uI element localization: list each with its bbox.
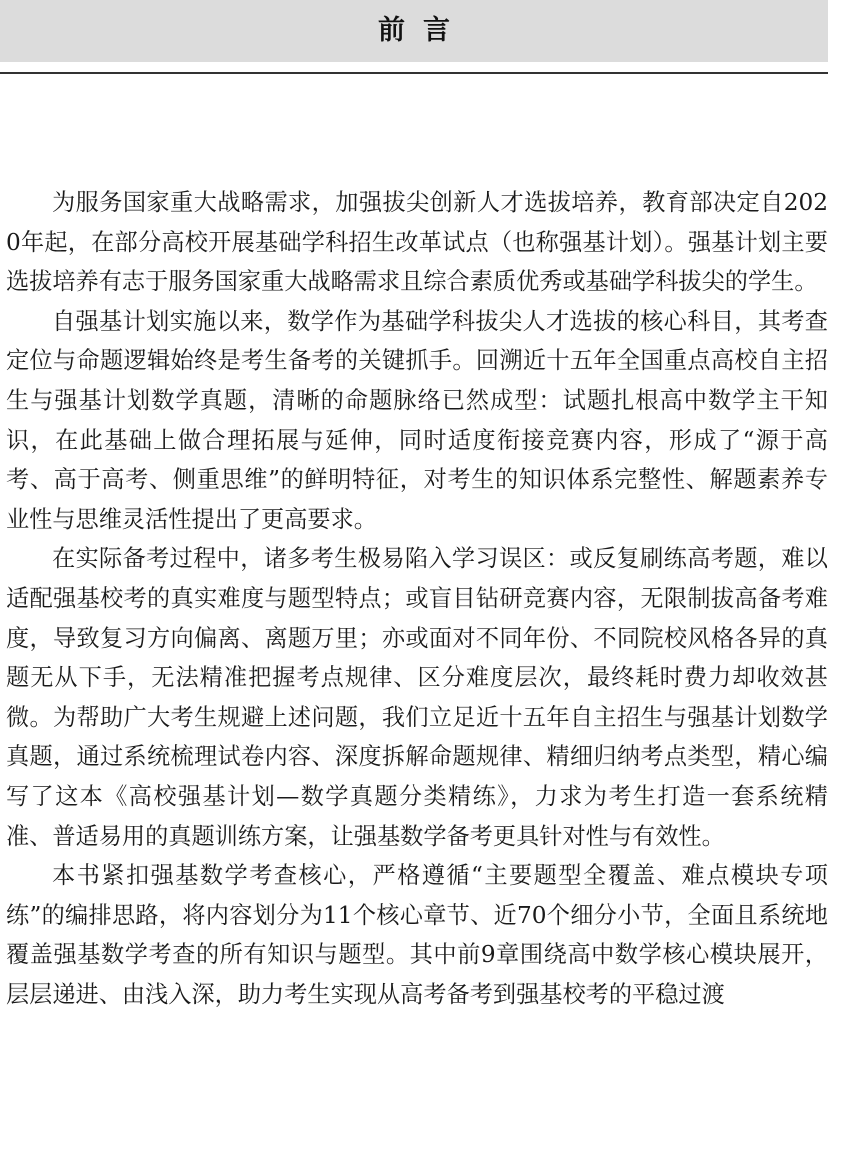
paragraph-4: 本书紧扣强基数学考查核心，严格遵循“主要题型全覆盖、难点模块专项练”的编排思路，将内容划分为11个核心章节、近70个细分小节，全面且系统地覆盖强基数学考查的所有知识与题型。其中前9章围绕高中数学核心模块展开，层层递进、由浅入深，助力考生实现从高考备考到强基校考的平稳过渡	[6, 862, 828, 1008]
paragraph-3: 在实际备考过程中，诸多考生极易陷入学习误区：或反复刷练高考题，难以适配强基校考的真实难度与题型特点；或盲目钻研竞赛内容，无限制拔高备考难度，导致复习方向偏离、离题万里；亦或面对不同年份、不同院校风格各异的真题无从下手，无法精准把握考点规律、区分难度层次，最终耗时费力却收效甚微。为帮助广大考生规避上述问题，我们立足近十五年自主招生与强基计划数学真题，通过系统梳理试卷内容、深度拆解命题规律、精细归纳考点类型，精心编写了这本《高校强基计划—数学真题分类精练》，力求为考生打造一套系统精准、普适易用的真题训练方案，让强基数学备考更具针对性与有效性。	[6, 545, 828, 850]
preface-body	[6, 183, 828, 1014]
paragraph-2: 自强基计划实施以来，数学作为基础学科拔尖人才选拔的核心科目，其考查定位与命题逻辑始终是考生备考的关键抓手。回溯近十五年全国重点高校自主招生与强基计划数学真题，清晰的命题脉络已然成型：试题扎根高中数学主干知识，在此基础上做合理拓展与延伸，同时适度衔接竞赛内容，形成了“源于高考、高于高考、侧重思维”的鲜明特征，对考生的知识体系完整性、解题素养专业性与思维灵活性提出了更高要求。	[6, 307, 828, 533]
page-title: 前言	[378, 15, 468, 46]
header-divider	[0, 72, 828, 74]
paragraph-1: 为服务国家重大战略需求，加强拔尖创新人才选拔培养，教育部决定自2020年起，在部分高校开展基础学科招生改革试点（也称强基计划）。强基计划主要选拔培养有志于服务国家重大战略需求且综合素质优秀或基础学科拔尖的学生。	[6, 189, 828, 296]
